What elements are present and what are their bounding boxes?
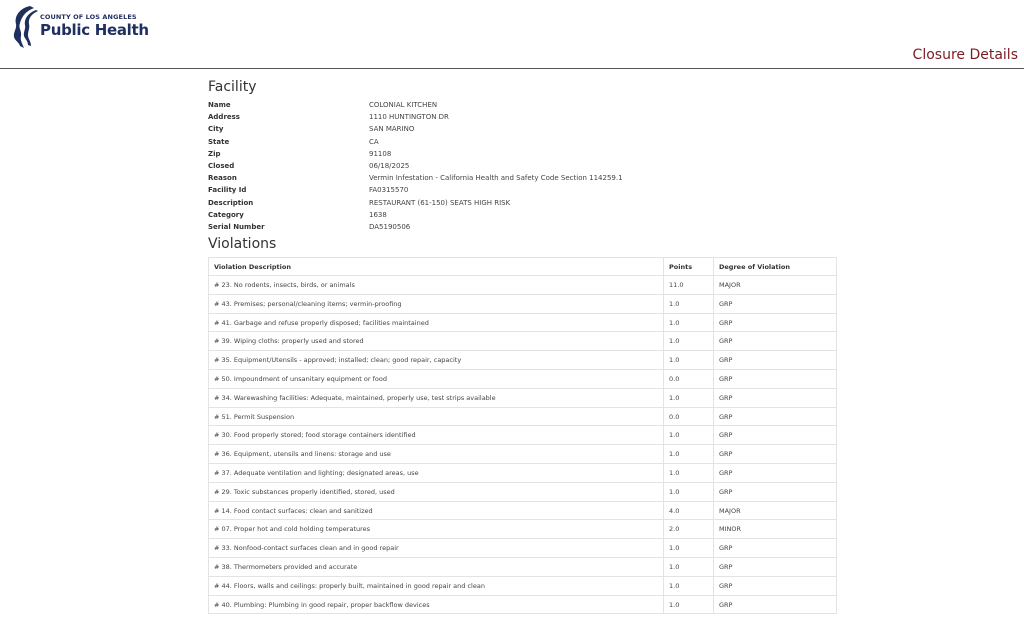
column-header-points: Points — [664, 258, 714, 276]
violation-points-cell: 0.0 — [664, 407, 714, 426]
facility-label: Reason — [208, 174, 237, 183]
facility-value: RESTAURANT (61-150) SEATS HIGH RISK — [369, 198, 511, 207]
violation-description-cell: # 39. Wiping cloths: properly used and stored — [209, 332, 664, 351]
violation-degree-cell: GRP — [714, 351, 837, 370]
table-row — [209, 294, 837, 313]
violation-description-cell: # 44. Floors, walls and ceilings: properly built, maintained in good repair and clean — [209, 576, 664, 595]
violation-degree-cell: GRP — [714, 482, 837, 501]
main-content — [208, 79, 838, 614]
violation-degree-cell: GRP — [714, 558, 837, 577]
facility-value: 1110 HUNTINGTON DR — [369, 113, 449, 122]
violations-heading: Violations — [208, 236, 277, 253]
table-row — [209, 370, 837, 389]
violation-points-cell: 2.0 — [664, 520, 714, 539]
violation-points-cell: 1.0 — [664, 464, 714, 483]
violation-points-cell: 1.0 — [664, 294, 714, 313]
table-row — [209, 313, 837, 332]
violation-degree-cell: GRP — [714, 576, 837, 595]
table-row — [209, 539, 837, 558]
logo-county-text: COUNTY OF LOS ANGELES — [40, 13, 137, 21]
violation-degree-cell: GRP — [714, 370, 837, 389]
column-header-description: Violation Description — [209, 258, 664, 276]
violation-degree-cell: GRP — [714, 445, 837, 464]
violation-degree-cell: GRP — [714, 388, 837, 407]
facility-label: Address — [208, 113, 240, 122]
table-row — [209, 445, 837, 464]
table-row — [209, 595, 837, 614]
page-title: Closure Details — [912, 47, 1018, 63]
facility-value: Vermin Infestation - California Health and Safety Code Section 114259.1 — [369, 174, 623, 183]
column-header-degree: Degree of Violation — [714, 258, 837, 276]
violation-points-cell: 1.0 — [664, 388, 714, 407]
violation-description-cell: # 36. Equipment, utensils and linens: storage and use — [209, 445, 664, 464]
violation-description-cell: # 33. Nonfood-contact surfaces clean and in good repair — [209, 539, 664, 558]
violation-degree-cell: GRP — [714, 426, 837, 445]
violation-points-cell: 1.0 — [664, 558, 714, 577]
table-row — [209, 558, 837, 577]
violation-description-cell: # 23. No rodents, insects, birds, or animals — [209, 276, 664, 295]
violation-degree-cell: GRP — [714, 595, 837, 614]
facility-row — [208, 209, 838, 221]
violations-table — [208, 257, 837, 614]
violation-points-cell: 1.0 — [664, 482, 714, 501]
table-row — [209, 501, 837, 520]
facility-row — [208, 184, 838, 196]
facility-details — [208, 99, 838, 233]
violation-description-cell: # 34. Warewashing facilities: Adequate, maintained, properly use, test strips available — [209, 388, 664, 407]
violation-degree-cell: GRP — [714, 539, 837, 558]
violation-description-cell: # 07. Proper hot and cold holding temperatures — [209, 520, 664, 539]
violation-degree-cell: GRP — [714, 332, 837, 351]
violation-points-cell: 1.0 — [664, 332, 714, 351]
logo-name-text: Public Health — [40, 21, 149, 39]
violation-description-cell: # 38. Thermometers provided and accurate — [209, 558, 664, 577]
table-row — [209, 332, 837, 351]
facility-value: FA0315570 — [369, 186, 409, 195]
violation-points-cell: 1.0 — [664, 351, 714, 370]
facility-row — [208, 197, 838, 209]
table-row — [209, 464, 837, 483]
violation-description-cell: # 35. Equipment/Utensils - approved; installed; clean; good repair, capacity — [209, 351, 664, 370]
violation-points-cell: 4.0 — [664, 501, 714, 520]
facility-label: Closed — [208, 161, 235, 170]
header-divider — [0, 68, 1024, 69]
violation-points-cell: 1.0 — [664, 426, 714, 445]
violation-points-cell: 1.0 — [664, 445, 714, 464]
facility-label: City — [208, 125, 224, 134]
table-row — [209, 520, 837, 539]
facility-row — [208, 123, 838, 135]
violation-points-cell: 1.0 — [664, 576, 714, 595]
public-health-logo[interactable] — [10, 4, 150, 50]
violation-degree-cell: MINOR — [714, 520, 837, 539]
violation-description-cell: # 37. Adequate ventilation and lighting; designated areas, use — [209, 464, 664, 483]
facility-row — [208, 111, 838, 123]
violation-degree-cell: MAJOR — [714, 276, 837, 295]
facility-row — [208, 136, 838, 148]
violation-description-cell: # 50. Impoundment of unsanitary equipment or food — [209, 370, 664, 389]
facility-heading: Facility — [208, 79, 257, 95]
violation-points-cell: 1.0 — [664, 539, 714, 558]
table-row — [209, 426, 837, 445]
violation-points-cell: 1.0 — [664, 595, 714, 614]
table-row — [209, 576, 837, 595]
facility-value: 06/18/2025 — [369, 161, 410, 170]
facility-value: DA5190506 — [369, 222, 411, 231]
table-header-row — [209, 258, 837, 276]
violation-degree-cell: GRP — [714, 407, 837, 426]
violation-description-cell: # 43. Premises; personal/cleaning items; vermin-proofing — [209, 294, 664, 313]
facility-value: SAN MARINO — [369, 125, 415, 134]
facility-value: 91108 — [369, 149, 392, 158]
facility-value: 1638 — [369, 210, 387, 219]
violation-points-cell: 1.0 — [664, 313, 714, 332]
table-row — [209, 388, 837, 407]
table-row — [209, 482, 837, 501]
violation-degree-cell: GRP — [714, 313, 837, 332]
table-row — [209, 351, 837, 370]
facility-label: Description — [208, 198, 254, 207]
facility-label: State — [208, 137, 230, 146]
violation-points-cell: 0.0 — [664, 370, 714, 389]
violation-degree-cell: MAJOR — [714, 501, 837, 520]
facility-label: Zip — [208, 149, 221, 158]
facility-row — [208, 160, 838, 172]
facility-value: CA — [369, 137, 379, 146]
facility-row — [208, 99, 838, 111]
violation-description-cell: # 51. Permit Suspension — [209, 407, 664, 426]
table-row — [209, 407, 837, 426]
violation-points-cell: 11.0 — [664, 276, 714, 295]
facility-label: Facility Id — [208, 186, 247, 195]
violation-description-cell: # 30. Food properly stored; food storage containers identified — [209, 426, 664, 445]
facility-label: Serial Number — [208, 222, 265, 231]
violation-description-cell: # 29. Toxic substances properly identified, stored, used — [209, 482, 664, 501]
violation-description-cell: # 40. Plumbing: Plumbing in good repair, proper backflow devices — [209, 595, 664, 614]
table-row — [209, 276, 837, 295]
facility-row — [208, 148, 838, 160]
violation-description-cell: # 41. Garbage and refuse properly disposed; facilities maintained — [209, 313, 664, 332]
silhouette-logo-icon — [10, 4, 40, 50]
facility-row — [208, 172, 838, 184]
facility-row — [208, 221, 838, 233]
violation-degree-cell: GRP — [714, 294, 837, 313]
facility-label: Name — [208, 101, 231, 109]
violation-degree-cell: GRP — [714, 464, 837, 483]
violation-description-cell: # 14. Food contact surfaces: clean and sanitized — [209, 501, 664, 520]
facility-value: COLONIAL KITCHEN — [369, 101, 438, 109]
facility-label: Category — [208, 210, 244, 219]
